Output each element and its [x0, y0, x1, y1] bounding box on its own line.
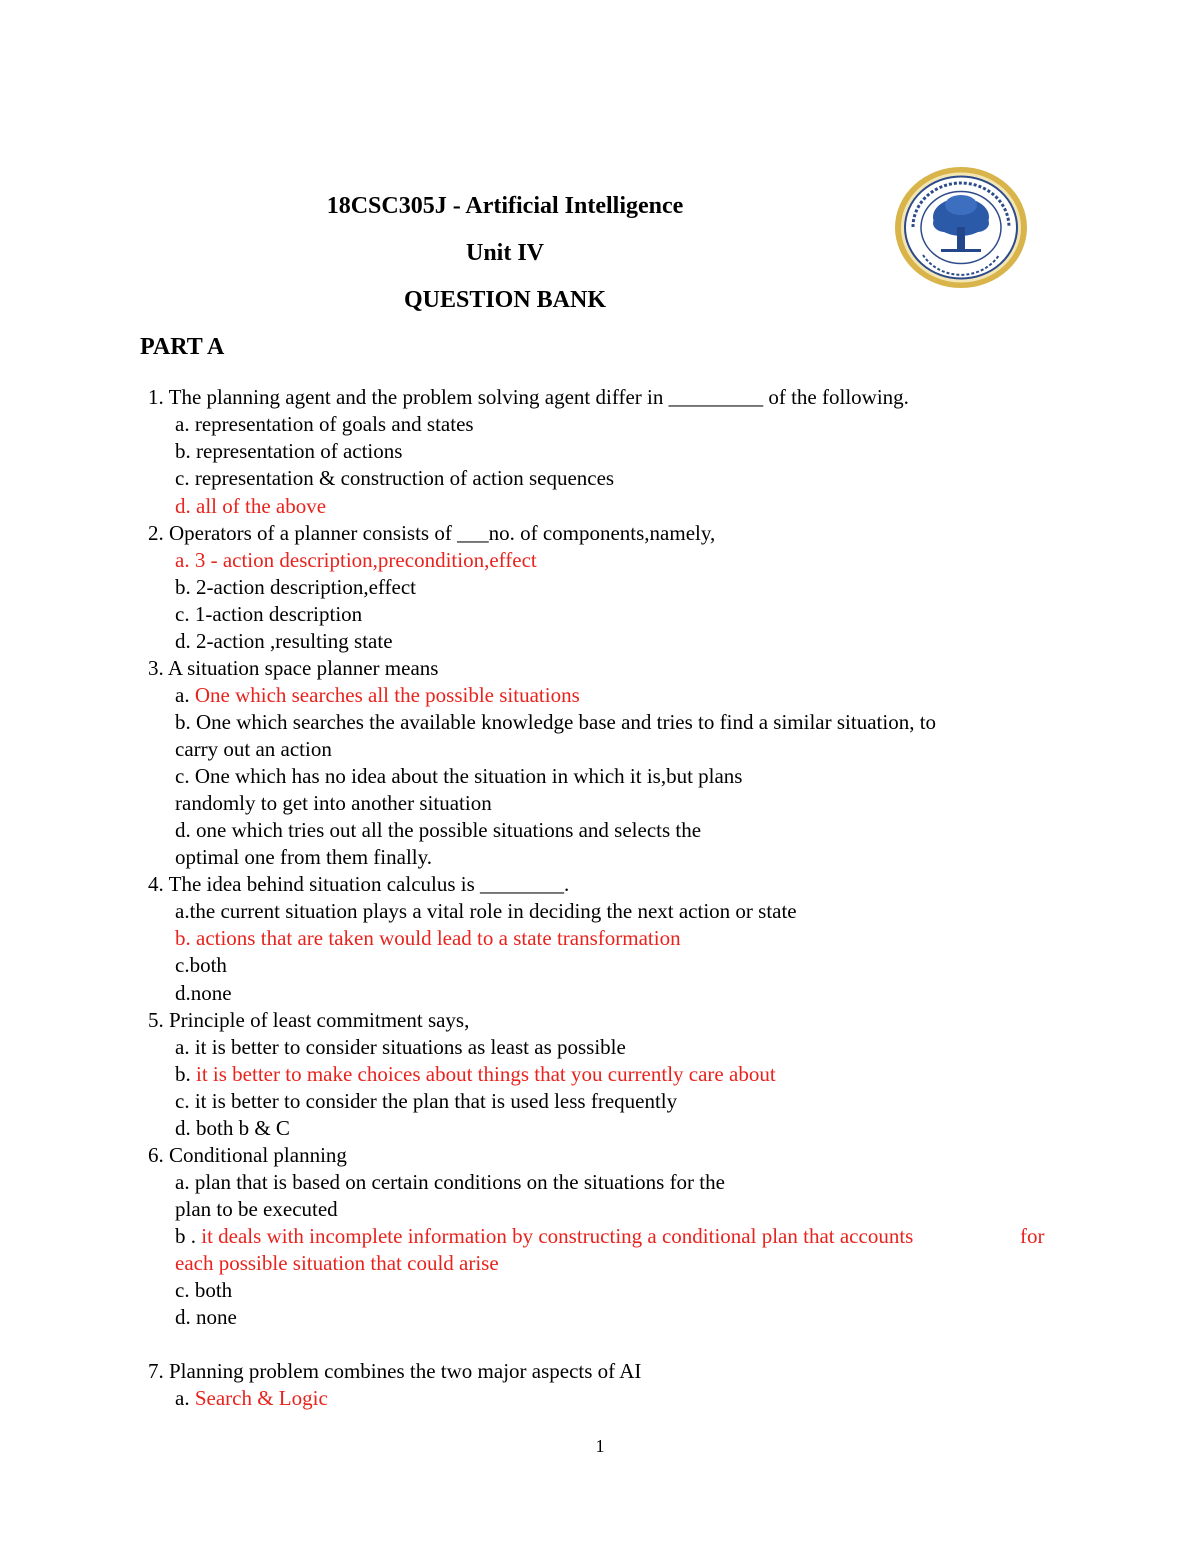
q3-option-d: d. one which tries out all the possible situations and selects the [175, 818, 702, 842]
q3-answer-a [175, 682, 580, 709]
question-3: 3. A situation space planner means [148, 656, 439, 680]
q6-answer-b [175, 1223, 913, 1250]
q6-answer-prefix: b . [175, 1224, 202, 1248]
q6-option-d: d. none [175, 1305, 237, 1329]
institution-seal-logo [893, 165, 1029, 290]
q6-option-a-cont: plan to be executed [175, 1197, 338, 1221]
q4-answer-b: b. actions that are taken would lead to a state transformation [175, 926, 681, 950]
q7-answer-prefix: a. [175, 1386, 195, 1410]
question-7: 7. Planning problem combines the two major aspects of AI [148, 1359, 642, 1383]
q2-option-b: b. 2-action description,effect [175, 575, 417, 599]
q3-option-c-cont: randomly to get into another situation [175, 791, 492, 815]
q6-answer-b-cont: each possible situation that could arise [175, 1251, 499, 1275]
q1-option-b: b. representation of actions [175, 439, 403, 463]
part-heading: PART A [140, 334, 225, 360]
question-bank-heading: QUESTION BANK [403, 287, 607, 313]
q4-option-c: c.both [175, 953, 227, 977]
q5-option-a: a. it is better to consider situations as least as possible [175, 1035, 626, 1059]
q3-answer-prefix: a. [175, 683, 195, 707]
q3-option-b-cont: carry out an action [175, 737, 332, 761]
question-4: 4. The idea behind situation calculus is ________. [148, 872, 570, 896]
q7-answer-a [175, 1385, 328, 1412]
unit-heading: Unit IV [465, 240, 544, 266]
q6-answer-tail: for [1020, 1224, 1045, 1248]
q5-option-c: c. it is better to consider the plan that is used less frequently [175, 1089, 678, 1113]
q5-option-d: d. both b & C [175, 1116, 290, 1140]
question-5: 5. Principle of least commitment says, [148, 1008, 470, 1032]
q1-answer-d: d. all of the above [175, 494, 327, 518]
question-1: 1. The planning agent and the problem solving agent differ in _________ of the following. [148, 385, 909, 409]
q1-option-a: a. representation of goals and states [175, 412, 474, 436]
q3-answer-text: One which searches all the possible situations [194, 683, 580, 707]
q7-answer-text: Search & Logic [194, 1386, 328, 1410]
q3-option-c: c. One which has no idea about the situation in which it is,but plans [175, 764, 743, 788]
q5-answer-text: it is better to make choices about things that you currently care about [196, 1062, 776, 1086]
page-number: 1 [595, 1436, 605, 1456]
q4-option-a: a.the current situation plays a vital role in deciding the next action or state [175, 899, 797, 923]
question-2: 2. Operators of a planner consists of ___no. of components,namely, [148, 521, 716, 545]
q5-answer-b [175, 1061, 776, 1088]
question-6: 6. Conditional planning [148, 1143, 347, 1167]
q1-option-c: c. representation & construction of action sequences [175, 466, 615, 490]
q6-option-c: c. both [175, 1278, 233, 1302]
q3-option-d-cont: optimal one from them finally. [175, 845, 432, 869]
q4-option-d: d.none [175, 981, 232, 1005]
q2-option-c: c. 1-action description [175, 602, 363, 626]
document-title: 18CSC305J - Artificial Intelligence [326, 193, 684, 219]
q5-answer-prefix: b. [175, 1062, 196, 1086]
q3-option-b: b. One which searches the available knowledge base and tries to find a similar situation, to [175, 710, 937, 734]
q6-option-a: a. plan that is based on certain conditions on the situations for the [175, 1170, 725, 1194]
q6-answer-text: it deals with incomplete information by constructing a conditional plan that accounts [201, 1224, 914, 1248]
q2-option-d: d. 2-action ,resulting state [175, 629, 393, 653]
q2-answer-a: a. 3 - action description,precondition,effect [175, 548, 537, 572]
